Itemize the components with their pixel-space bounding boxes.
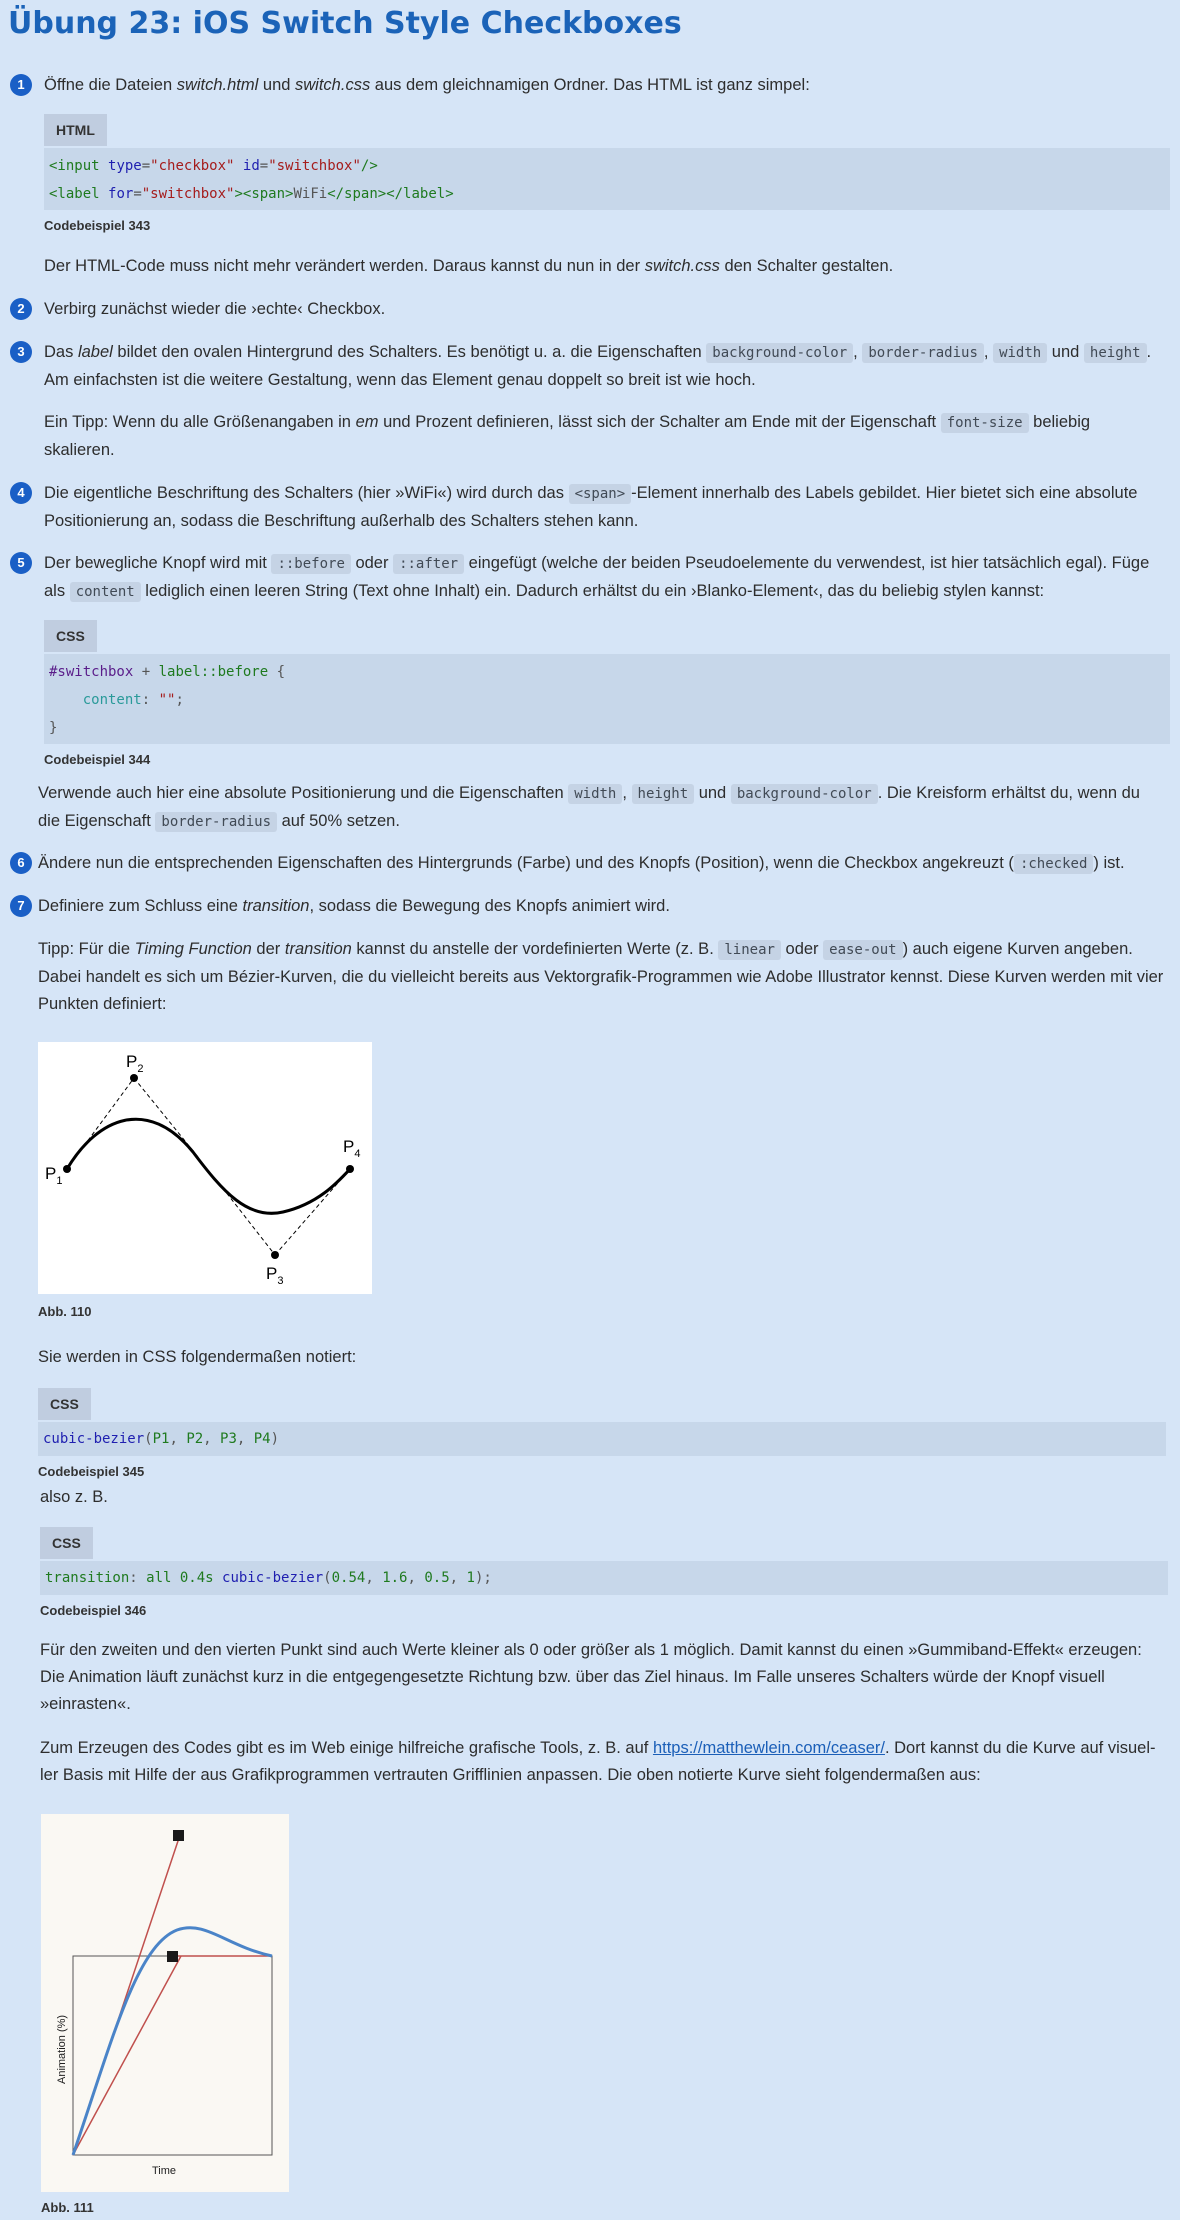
page-title: Übung 23: iOS Switch Style Checkboxes: [8, 6, 682, 41]
bezier-curve: [67, 1119, 350, 1213]
para-rubber-band: Für den zweiten und den vierten Punkt sind auch Werte kleiner als 0 oder größer als 1 möglich. Damit kannst du einen »Gummiband-Effekt« erzeugen: Die Animation läuft zunächst kurz in die entgegengesetzte Richtung bzw. über das Ziel hinaus. Im Falle unseres Schalters würde der Knopf visuell »einrasten«.: [40, 1641, 1142, 1713]
point-p3: [271, 1251, 279, 1259]
step-number-6: 6: [10, 852, 32, 874]
step-1-text: Öffne die Dateien switch.html und switch.css aus dem gleichnamigen Ordner. Das HTML ist ganz simpel:: [44, 76, 810, 94]
tip-font-size: Ein Tipp: Wenn du alle Größenangaben in em und Prozent definieren, lässt sich der Schalter am Ende mit der Eigenschaft font-size beliebig skalieren.: [44, 413, 1091, 459]
step-7-text: Definiere zum Schluss eine transition, sodass die Bewegung des Knopfs animiert wird.: [38, 897, 670, 915]
label-p3: $P_3$: [266, 1264, 284, 1287]
step-number-5: 5: [10, 552, 32, 574]
label-p2: $P_2$: [126, 1052, 144, 1075]
code-caption-346: Codebeispiel 346: [40, 1603, 147, 1618]
x-axis-label: Time: [152, 2165, 177, 2177]
handle-p3: [167, 1951, 178, 1962]
handle-line-1: [73, 1956, 181, 2155]
figure-caption-111: Abb. 111: [41, 2200, 94, 2215]
step-number-4: 4: [10, 482, 32, 504]
step-2-text: Verbirg zunächst wieder die ›echte‹ Checkbox.: [44, 300, 386, 318]
curve-frame: [73, 1956, 272, 2155]
code-block-344: #switchbox + label::before { content: ""; }: [44, 654, 1170, 744]
step-number-2: 2: [10, 298, 32, 320]
step-4-text: Die eigentliche Beschriftung des Schalters (hier »WiFi«) wird durch das <span> -Element innerhalb des Labels gebildet. Hier bietet sich eine absolute Positionierung an, sodass die Beschriftung außerhalb des Schalters stehen kann.: [44, 484, 1138, 530]
step-number-3: 3: [10, 341, 32, 363]
para-example: also z. B.: [40, 1488, 108, 1506]
label-p4: $P_4$: [343, 1137, 361, 1160]
step-6-text: Ändere nun die entsprechenden Eigenschaften des Hintergrunds (Farbe) und des Knopfs (Position), wenn die Checkbox angekreuzt ( :checked ) ist.: [38, 854, 1125, 872]
code-caption-343: Codebeispiel 343: [44, 218, 151, 233]
para-tools: Zum Erzeugen des Codes gibt es im Web einige hilfreiche grafische Tools, z. B. auf https://matthewlein.com/ceaser/. Dort kannst du die Kurve auf visueller Basis mit Hilfe der aus Grafikprogrammen vertrauten Grifflinien anpassen. Die oben notierte Kurve sieht folgendermaßen aus:: [40, 1739, 1156, 1784]
point-p4: [346, 1165, 354, 1173]
ceaser-link[interactable]: https://matthewlein.com/ceaser/: [652, 1739, 885, 1757]
step-number-7: 7: [10, 895, 32, 917]
code-tab-html: HTML: [44, 114, 107, 146]
bezier-diagram: [38, 1042, 372, 1294]
tip-bezier: Tipp: Für die Timing Function der transition kannst du anstelle der vordefinierten Werte (z. B. linear oder ease-out ) auch eigene Kurven angeben. Dabei handelt es sich um Bézier-Kurven, die du vielleicht bereits aus Vektorgrafik-Programmen wie Adobe Illustrator kennst. Diese Kurven werden mit vier Punkten definiert:: [38, 940, 1164, 1013]
handle-p2: [173, 1830, 184, 1841]
y-axis-label: Animation (%): [56, 2014, 68, 2084]
code-tab-css-344: CSS: [44, 620, 97, 652]
ceaser-diagram: [41, 1814, 289, 2192]
point-p2: [130, 1074, 138, 1082]
point-p1: [63, 1165, 71, 1173]
para-positioning: Verwende auch hier eine absolute Positionierung und die Eigenschaften width , height und background-color . Die Kreisform erhältst du, wenn du die Eigenschaft border-radius auf 50% setzen.: [38, 784, 1140, 830]
label-p1: $P_1$: [45, 1164, 63, 1187]
step-number-1: 1: [10, 74, 32, 96]
code-block-346: transition: all 0.4s cubic-bezier(0.54, 1.6, 0.5, 1);: [40, 1561, 1168, 1595]
para-notation: Sie werden in CSS folgendermaßen notiert:: [38, 1348, 357, 1366]
code-block-343: <input type="checkbox" id="switchbox"/> <label for="switchbox"><span>WiFi</span></label>: [44, 148, 1170, 210]
code-tab-css-345: CSS: [38, 1388, 91, 1420]
para-html-unchanged: Der HTML-Code muss nicht mehr verändert werden. Daraus kannst du nun in der switch.css den Schalter gestalten.: [44, 257, 894, 275]
figure-ceaser-curve: [41, 1814, 289, 2192]
step-5-text: Der bewegliche Knopf wird mit ::before oder ::after eingefügt (welche der beiden Pseudoelemente du verwendest, ist hier tatsächlich egal). Füge als content lediglich einen leeren String (Text ohne Inhalt) ein. Dadurch erhältst du ein ›Blanko-Element‹, das du beliebig stylen kannst:: [44, 554, 1150, 600]
code-caption-344: Codebeispiel 344: [44, 752, 151, 767]
step-3-text: Das label bildet den ovalen Hintergrund des Schalters. Es benötigt u. a. die Eigenschaften background-color , border-radius , width und height . Am einfachsten ist die weitere Gestaltung, wenn das Element genau doppelt so breit ist wie hoch.: [44, 343, 1152, 389]
figure-bezier-curve: [38, 1042, 372, 1294]
code-block-345: cubic-bezier(P1, P2, P3, P4): [38, 1422, 1166, 1456]
figure-caption-110: Abb. 110: [38, 1304, 92, 1319]
code-tab-css-346: CSS: [40, 1527, 93, 1559]
code-caption-345: Codebeispiel 345: [38, 1464, 145, 1479]
